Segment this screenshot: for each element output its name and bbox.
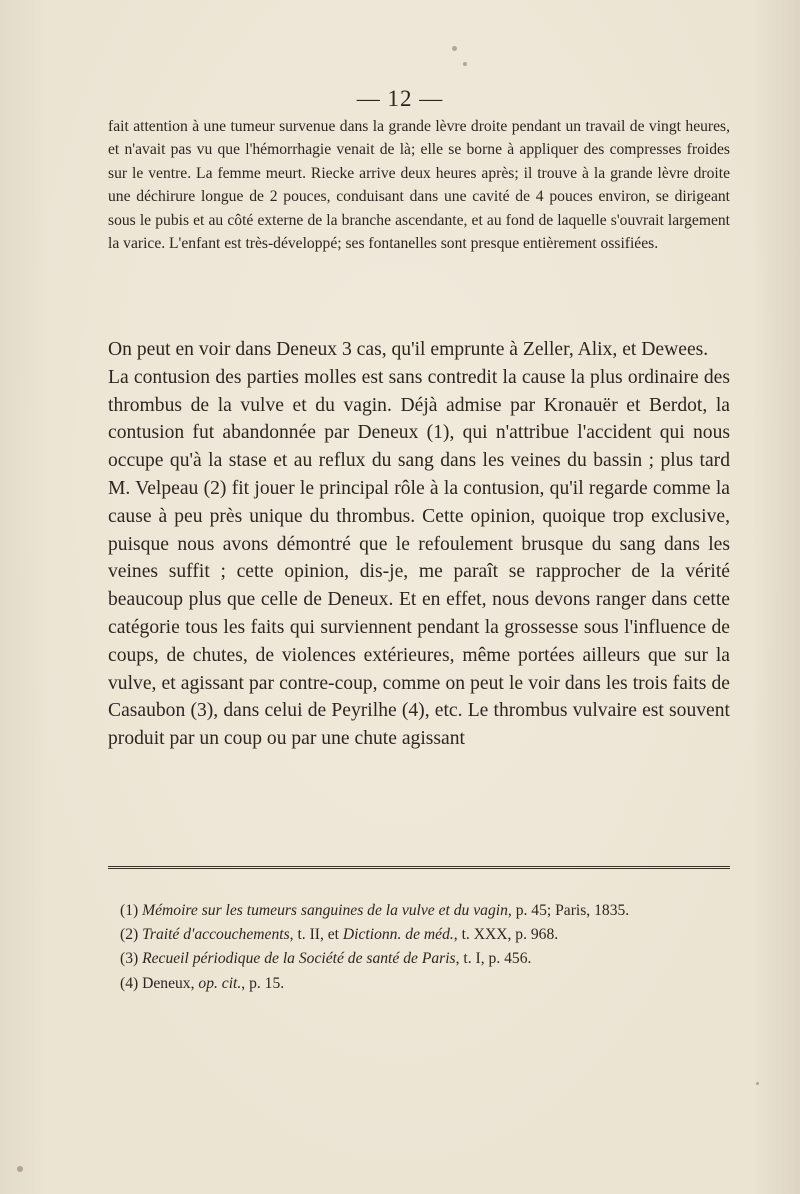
main-text <box>108 336 730 753</box>
continuation-paragraph <box>108 115 730 255</box>
footnote-title: Recueil périodique de la Société de santé de Paris <box>142 950 456 968</box>
page-number: — 12 — <box>356 86 444 111</box>
paragraph-deneux-cases: On peut en voir dans Deneux 3 cas, qu'il emprunte à Zeller, Alix, et Dewees. <box>108 339 709 360</box>
footnote-marker: (4) <box>120 974 139 992</box>
footnote-title-2: Dictionn. de méd. <box>342 926 454 944</box>
footnote-3 <box>108 947 730 971</box>
footnote-4 <box>108 972 730 996</box>
footnote-1 <box>108 899 730 923</box>
paper-speck <box>756 1082 759 1085</box>
footnote-reference: , p. 15. <box>241 974 285 992</box>
footnote-title: Mémoire sur les tumeurs sanguines de la vulve et du vagin <box>142 902 508 919</box>
paper-speck <box>17 1166 23 1172</box>
continuation-text: fait attention à une tumeur survenue dans la grande lèvre droite pendant un travail de vingt heures, et n'avait pas vu que l'hémorrhagie venait de là; elle se borne à appliquer des compresses froides sur le ventre. La femme meurt. Riecke arrive deux heures après; il trouve à la grande lèvre droite une déchirure longue de 2 pouces, conduisant dans une cavité de 4 pouces environ, se dirigeant sous le pubis et au côté externe de la branche ascendante, et au fond de laquelle s'ouvrait largement la varice. L'enfant est très-développé; ses fontanelles sont presque entièrement ossifiées. <box>108 118 730 253</box>
paper-speck <box>463 62 467 66</box>
footnote-title: op. cit. <box>198 974 242 992</box>
footnote-2 <box>108 923 730 947</box>
footnote-marker: (1) <box>120 902 139 919</box>
footnote-rule <box>108 866 730 869</box>
footnote-author: Deneux, <box>142 974 199 992</box>
footnote-connector: , t. II, et <box>289 926 343 944</box>
paper-speck <box>452 46 457 51</box>
footnote-reference: , t. XXX, p. 968. <box>453 926 559 944</box>
footnote-reference: , p. 45; Paris, 1835. <box>507 902 630 919</box>
footnotes <box>108 899 730 996</box>
paragraph-contusion: La contusion des parties molles est sans contredit la cause la plus ordinaire des thrombus de la vulve et du vagin. Déjà admise par Kronauër et Berdot, la contusion fut abandonnée par Deneux (1), qui n'attribue l'accident qui nous occupe qu'à la stase et au reflux du sang dans les veines du bassin ; plus tard M. Velpeau (2) fit jouer le principal rôle à la contusion, qu'il regarde comme la cause à peu près unique du thrombus. Cette opinion, quoique trop exclusive, puisque nous avons démontré que le refoulement brusque du sang dans les veines suffit ; cette opinion, dis-je, me paraît se rapprocher de la vérité beaucoup plus que celle de Deneux. Et en effet, nous devons ranger dans cette catégorie tous les faits qui surviennent pendant la grossesse sous l'influence de coups, de chutes, de violences extérieures, même portées ailleurs que sur la vulve, et agissant par contre-coup, comme on peut le voir dans les trois faits de Casaubon (3), dans celui de Peyrilhe (4), etc. Le thrombus vulvaire est souvent produit par un coup ou par une chute agissant <box>108 366 730 750</box>
footnote-marker: (3) <box>120 950 139 968</box>
footnote-title: Traité d'accouchements <box>142 926 290 944</box>
footnote-marker: (2) <box>120 926 139 944</box>
footnote-reference: , t. I, p. 456. <box>455 950 532 968</box>
